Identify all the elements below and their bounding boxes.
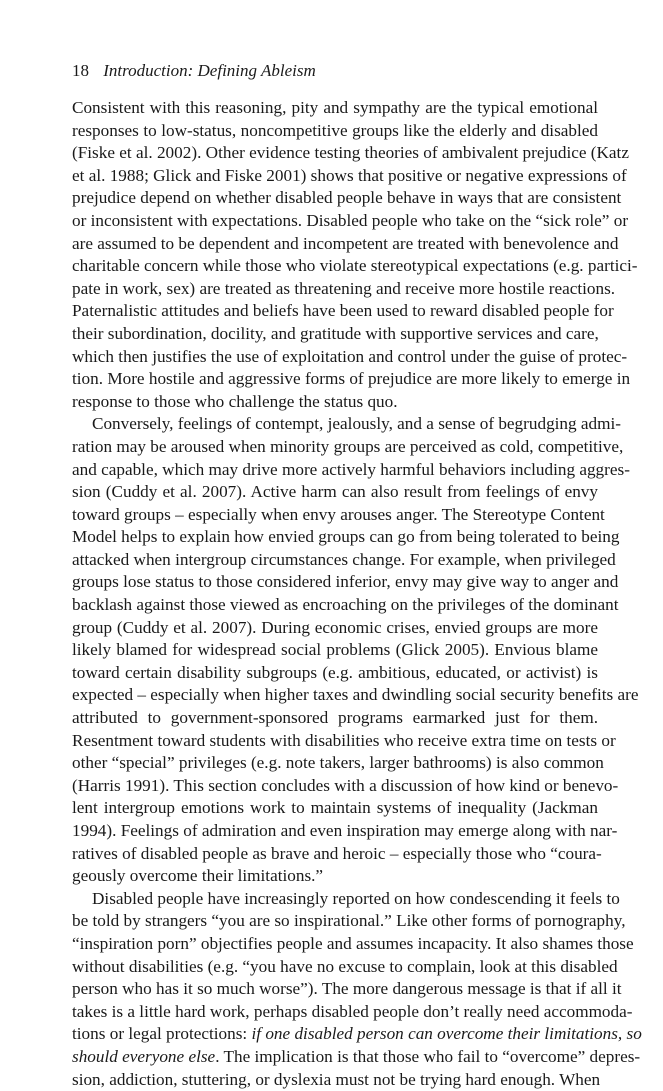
text-line: et al. 1988; Glick and Fiske 2001) shows that positive or negative expressions of <box>72 165 627 185</box>
text-line: backlash against those viewed as encroaching on the privileges of the dominant <box>72 595 619 615</box>
text-line: groups lose status to those considered inferior, envy may give way to anger and <box>72 572 619 592</box>
text-line: 1994). Feelings of admiration and even inspiration may emerge along with nar- <box>72 821 618 840</box>
text-line-mixed <box>72 1046 641 1069</box>
running-head <box>72 60 316 82</box>
text-line: responses to low-status, noncompetitive groups like the elderly and disabled <box>72 120 598 140</box>
text-line: expected – especially when higher taxes and dwindling social security benefits are <box>72 685 639 705</box>
text-line: response to those who challenge the status quo. <box>72 391 398 411</box>
text-line: Model helps to explain how envied groups can go from being tolerated to being <box>72 527 620 547</box>
text-line: Resentment toward students with disabilities who receive extra time on tests or <box>72 730 616 750</box>
text-line: tion. More hostile and aggressive forms of prejudice are more likely to emerge in <box>72 369 631 389</box>
text-line: prejudice depend on whether disabled people behave in ways that are consistent <box>72 188 622 208</box>
text-line: (Fiske et al. 2002). Other evidence testing theories of ambivalent prejudice (Katz <box>72 143 629 163</box>
text-line: Consistent with this reasoning, pity and sympathy are the typical emotional <box>72 98 598 117</box>
text-line: sion, addiction, stuttering, or dyslexia must not be trying hard enough. When <box>72 1069 601 1089</box>
paragraph-2 <box>72 413 639 887</box>
text-line: takes is a little hard work, perhaps disabled people don’t really need accommoda- <box>72 1001 633 1021</box>
text-line: charitable concern while those who violate stereotypical expectations (e.g. partici- <box>72 256 638 276</box>
text-line: Conversely, feelings of contempt, jealously, and a sense of begrudging admi- <box>92 414 622 434</box>
text-line: pate in work, sex) are treated as threatening and receive more hostile reactions. <box>72 278 616 298</box>
text-line: attributed to government-sponsored programs earmarked just for them. <box>72 708 598 728</box>
paragraph-3 <box>72 888 642 1091</box>
body-text <box>72 97 642 1091</box>
running-title: Introduction: Defining Ableism <box>103 61 316 80</box>
text-line: Paternalistic attitudes and beliefs have been used to reward disabled people for <box>72 301 614 321</box>
text-run: tions or legal protections: <box>72 1024 252 1044</box>
text-line: which then justifies the use of exploitation and control under the guise of protec- <box>72 346 628 366</box>
text-line: and capable, which may drive more actively harmful behaviors including aggres- <box>72 459 630 479</box>
text-line: geously overcome their limitations.” <box>72 866 324 886</box>
text-line: likely blamed for widespread social problems (Glick 2005). Envious blame <box>72 640 598 660</box>
text-line: Disabled people have increasingly reported on how condescending it feels to <box>92 888 620 908</box>
text-line: ratives of disabled people as brave and heroic – especially those who “coura- <box>72 843 602 863</box>
text-line: other “special” privileges (e.g. note takers, larger bathrooms) is also common <box>72 753 604 773</box>
text-line: attacked when intergroup circumstances change. For example, when privileged <box>72 549 616 569</box>
text-line: toward certain disability subgroups (e.g. ambitious, educated, or activist) is <box>72 662 598 682</box>
emphasis-text: if one disabled person can overcome their limitations, so <box>251 1024 642 1044</box>
text-line: “inspiration porn” objectifies people and assumes incapacity. It also shames those <box>72 933 634 953</box>
text-line: lent intergroup emotions work to maintain systems of inequality (Jackman <box>72 798 598 818</box>
text-line-mixed <box>72 1023 642 1046</box>
page-number: 18 <box>72 61 89 80</box>
text-line: sion (Cuddy et al. 2007). Active harm can also result from feelings of envy <box>72 482 598 502</box>
text-line: or inconsistent with expectations. Disabled people who take on the “sick role” or <box>72 210 629 230</box>
text-line: ration may be aroused when minority groups are perceived as cold, competitive, <box>72 436 624 456</box>
text-line: are assumed to be dependent and incompetent are treated with benevolence and <box>72 233 619 253</box>
emphasis-text: should everyone else <box>72 1046 216 1066</box>
text-line: person who has it so much worse”). The more dangerous message is that if all it <box>72 979 622 999</box>
text-line: without disabilities (e.g. “you have no excuse to complain, look at this disabled <box>72 956 618 976</box>
text-line: toward groups – especially when envy arouses anger. The Stereotype Content <box>72 504 605 524</box>
text-line: (Harris 1991). This section concludes with a discussion of how kind or benevo- <box>72 775 619 795</box>
text-line: be told by strangers “you are so inspirational.” Like other forms of pornography, <box>72 911 626 931</box>
text-line: group (Cuddy et al. 2007). During economic crises, envied groups are more <box>72 617 598 637</box>
text-run: . The implication is that those who fail to “overcome” depres- <box>215 1046 641 1066</box>
text-line: their subordination, docility, and gratitude with supportive services and care, <box>72 323 599 343</box>
paragraph-1 <box>72 97 638 413</box>
